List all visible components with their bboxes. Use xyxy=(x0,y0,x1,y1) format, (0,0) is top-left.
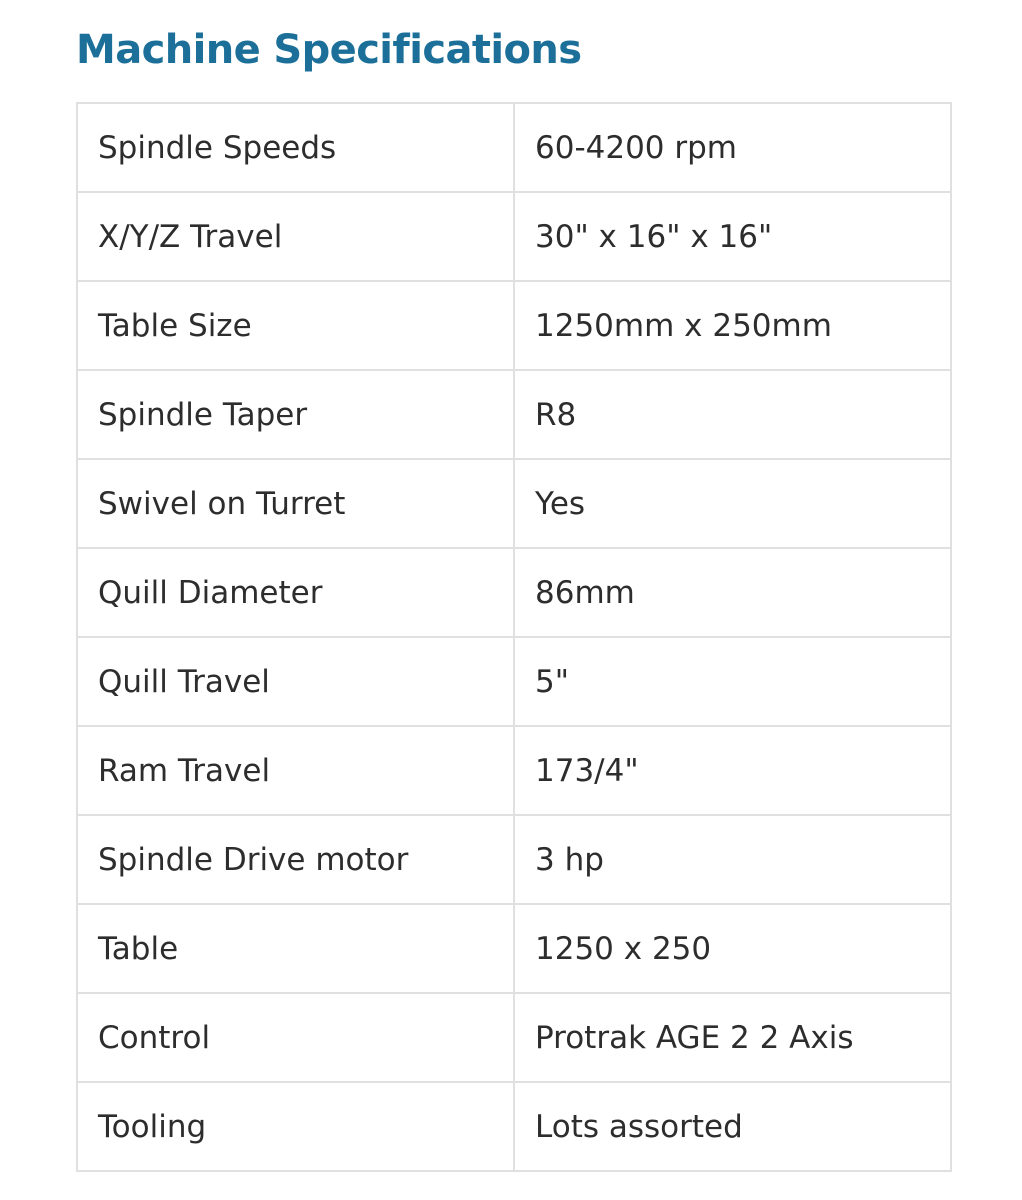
spec-value: Protrak AGE 2 2 Axis xyxy=(514,993,951,1082)
spec-label: Table Size xyxy=(77,281,514,370)
spec-value: 1250 x 250 xyxy=(514,904,951,993)
table-row xyxy=(77,904,951,993)
table-row xyxy=(77,192,951,281)
spec-label: Table xyxy=(77,904,514,993)
table-row xyxy=(77,548,951,637)
spec-value: 5" xyxy=(514,637,951,726)
table-row xyxy=(77,815,951,904)
table-row xyxy=(77,103,951,192)
table-row xyxy=(77,1082,951,1171)
spec-value: 86mm xyxy=(514,548,951,637)
spec-value: R8 xyxy=(514,370,951,459)
spec-label: Control xyxy=(77,993,514,1082)
spec-value: 1250mm x 250mm xyxy=(514,281,951,370)
spec-value: 173/4" xyxy=(514,726,951,815)
spec-label: Spindle Speeds xyxy=(77,103,514,192)
spec-label: Quill Diameter xyxy=(77,548,514,637)
table-row xyxy=(77,637,951,726)
table-row xyxy=(77,726,951,815)
table-row xyxy=(77,370,951,459)
spec-value: 3 hp xyxy=(514,815,951,904)
spec-value: 30" x 16" x 16" xyxy=(514,192,951,281)
spec-value: 60-4200 rpm xyxy=(514,103,951,192)
table-row xyxy=(77,993,951,1082)
spec-label: Spindle Taper xyxy=(77,370,514,459)
spec-label: X/Y/Z Travel xyxy=(77,192,514,281)
spec-label: Tooling xyxy=(77,1082,514,1171)
spec-label: Swivel on Turret xyxy=(77,459,514,548)
page-title: Machine Specifications xyxy=(76,27,582,73)
table-row xyxy=(77,459,951,548)
spec-label: Quill Travel xyxy=(77,637,514,726)
spec-label: Spindle Drive motor xyxy=(77,815,514,904)
specifications-table-body xyxy=(77,103,951,1171)
spec-label: Ram Travel xyxy=(77,726,514,815)
specifications-table xyxy=(76,102,952,1172)
spec-value: Yes xyxy=(514,459,951,548)
table-row xyxy=(77,281,951,370)
spec-value: Lots assorted xyxy=(514,1082,951,1171)
